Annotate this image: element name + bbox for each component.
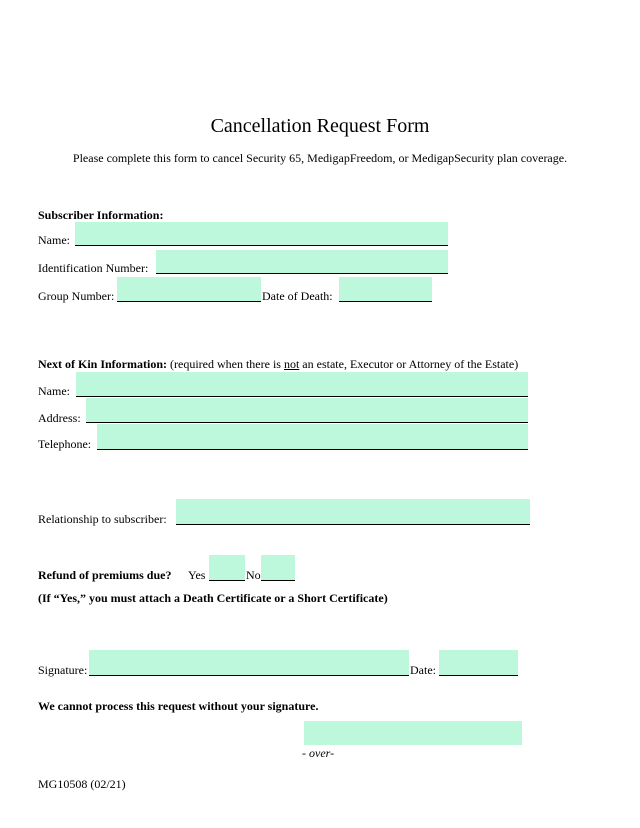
- kin-address-label: Address:: [38, 411, 81, 425]
- refund-no-field[interactable]: [261, 555, 295, 581]
- kin-address-field[interactable]: [86, 398, 528, 423]
- signature-label: Signature:: [38, 663, 88, 677]
- signature-field[interactable]: [89, 650, 409, 676]
- next-of-kin-heading: Next of Kin Information:: [38, 357, 167, 371]
- subscriber-name-field[interactable]: [75, 222, 448, 246]
- date-of-death-label: Date of Death:: [262, 289, 333, 303]
- group-number-field[interactable]: [117, 277, 261, 302]
- subscriber-heading: Subscriber Information:: [38, 208, 164, 222]
- refund-yes-field[interactable]: [209, 555, 245, 581]
- page-subtitle: Please complete this form to cancel Security 65, MedigapFreedom, or MedigapSecurity plan coverage.: [72, 151, 568, 165]
- next-of-kin-note-not: not: [283, 357, 300, 371]
- identification-number-field[interactable]: [156, 250, 448, 274]
- date-of-death-field[interactable]: [339, 277, 432, 302]
- next-of-kin-note-post: an estate, Executor or Attorney of the Estate): [302, 357, 519, 371]
- refund-yes-label: Yes: [188, 568, 206, 582]
- kin-name-label: Name:: [38, 384, 70, 398]
- subscriber-name-label: Name:: [38, 233, 70, 247]
- signature-date-field[interactable]: [439, 650, 518, 676]
- next-of-kin-heading-line: [38, 357, 518, 372]
- relationship-field[interactable]: [176, 499, 530, 525]
- signature-date-label: Date:: [410, 663, 436, 677]
- refund-question: Refund of premiums due?: [38, 568, 172, 582]
- footer-form-code: MG10508 (02/21): [38, 777, 126, 791]
- extra-input-field[interactable]: [304, 721, 522, 745]
- kin-telephone-label: Telephone:: [38, 437, 92, 451]
- relationship-label: Relationship to subscriber:: [38, 512, 167, 526]
- page-title: Cancellation Request Form: [210, 115, 430, 137]
- identification-number-label: Identification Number:: [38, 261, 149, 275]
- group-number-label: Group Number:: [38, 289, 115, 303]
- next-of-kin-note-pre: (required when there is: [170, 357, 281, 371]
- kin-name-field[interactable]: [76, 372, 528, 397]
- over-text: - over-: [302, 746, 335, 760]
- kin-telephone-field[interactable]: [97, 424, 528, 450]
- refund-note: (If “Yes,” you must attach a Death Certificate or a Short Certificate): [38, 591, 388, 605]
- signature-warning: We cannot process this request without your signature.: [38, 699, 319, 713]
- refund-no-label: No: [246, 568, 261, 582]
